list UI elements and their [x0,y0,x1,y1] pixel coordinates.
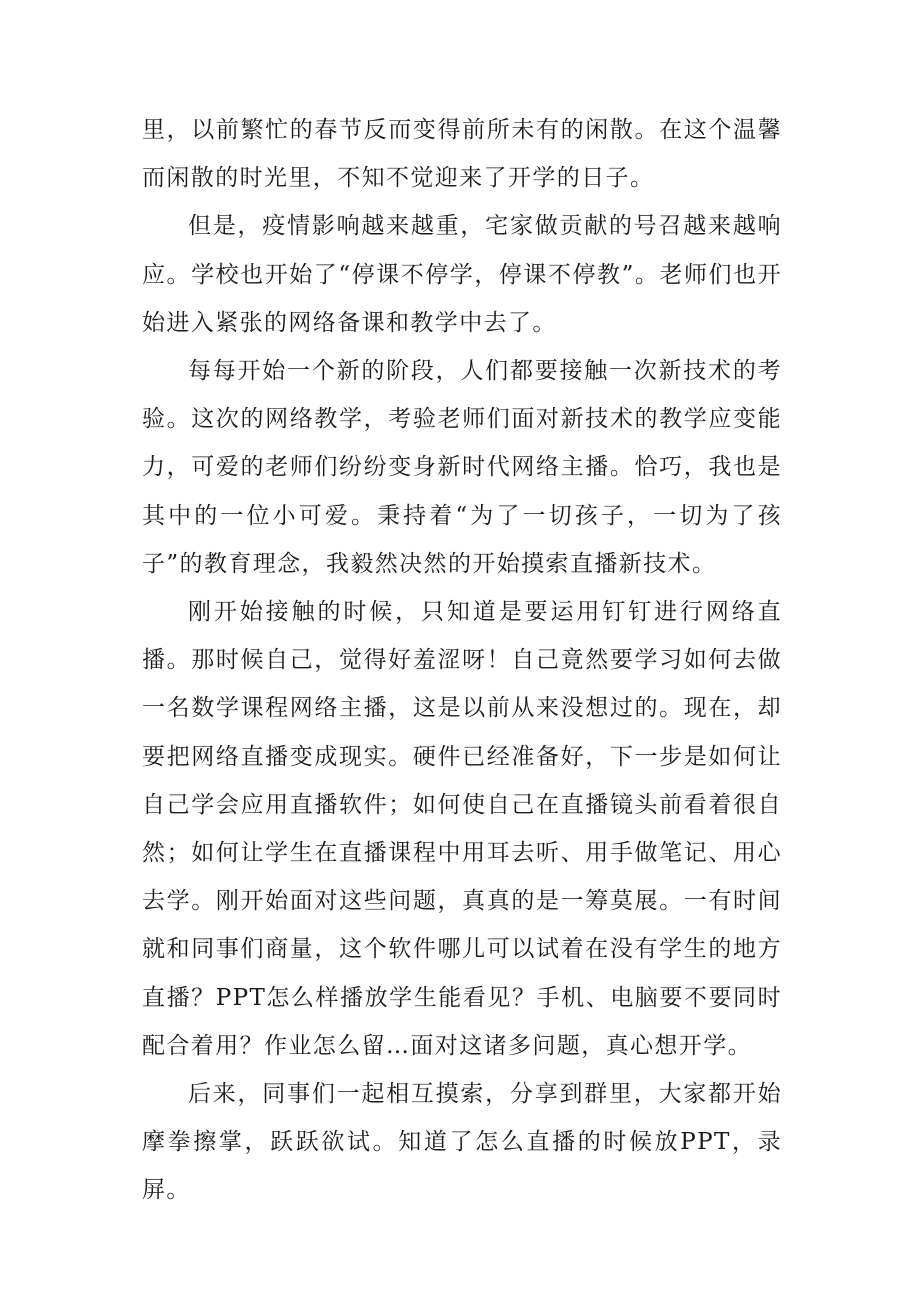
paragraph-4: 刚开始接触的时候，只知道是要运用钉钉进行网络直播。那时候自己，觉得好羞涩呀！自己竟然要学习如何去做一名数学课程网络主播，这是以前从来没想过的。现在，却要把网络直播变成现实。硬件已经准备好，下一步是如何让自己学会应用直播软件；如何使自己在直播镜头前看着很自然；如何让学生在直播课程中用耳去听、用手做笔记、用心去学。刚开始面对这些问题，真真的是一筹莫展。一有时间就和同事们商量，这个软件哪儿可以试着在没有学生的地方直播？PPT怎么样播放学生能看见？手机、电脑要不要同时配合着用？作业怎么留…面对这诸多问题，真心想开学。 [142,599,782,1059]
paragraph-5: 后来，同事们一起相互摸索，分享到群里，大家都开始摩拳擦掌，跃跃欲试。知道了怎么直播的时候放PPT，录屏。 [142,1081,782,1204]
paragraph-3: 每每开始一个新的阶段，人们都要接触一次新技术的考验。这次的网络教学，考验老师们面对新技术的教学应变能力，可爱的老师们纷纷变身新时代网络主播。恰巧，我也是其中的一位小可爱。秉持着“为了一切孩子，一切为了孩子”的教育理念，我毅然决然的开始摸索直播新技术。 [142,358,782,577]
paragraph-2: 但是，疫情影响越来越重，宅家做贡献的号召越来越响应。学校也开始了“停课不停学，停课不停教”。老师们也开始进入紧张的网络备课和教学中去了。 [142,213,782,336]
document-body [142,106,782,1215]
paragraph-1: 里，以前繁忙的春节反而变得前所未有的闲散。在这个温馨而闲散的时光里，不知不觉迎来了开学的日子。 [142,117,782,192]
